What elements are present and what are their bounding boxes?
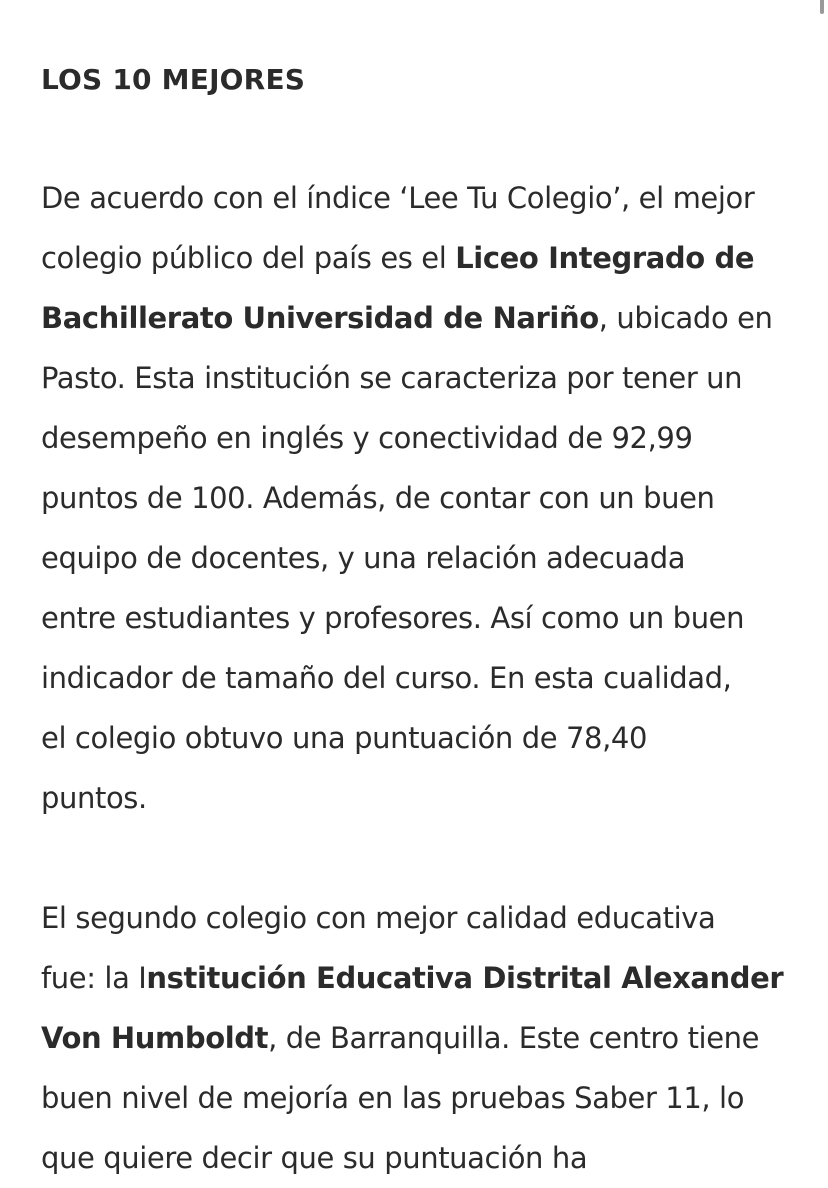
- paragraph-line: [41, 408, 801, 468]
- line-text: buen nivel de mejoría en las pruebas Saber 11, lo: [41, 1081, 745, 1115]
- paragraph-line: [41, 1068, 801, 1128]
- paragraph-line: [41, 168, 801, 228]
- paragraph-line: [41, 948, 801, 1008]
- paragraph-line: [41, 288, 801, 348]
- line-text: puntos.: [41, 781, 147, 815]
- school-name-1-part-b: Bachillerato Universidad de Nariño: [41, 301, 599, 335]
- school-name-1-part-a: Liceo Integrado de: [455, 241, 755, 275]
- line-text: puntos de 100. Además, de contar con un buen: [41, 481, 715, 515]
- line-text: el colegio obtuvo una puntuación de 78,40: [41, 721, 648, 755]
- line-text: que quiere decir que su puntuación ha: [41, 1141, 588, 1175]
- line-text: , ubicado en: [598, 301, 773, 335]
- line-text: indicador de tamaño del curso. En esta cualidad,: [41, 661, 732, 695]
- line-text: desempeño en inglés y conectividad de 92,99: [41, 421, 693, 455]
- line-text: fue: la I: [41, 961, 147, 995]
- paragraph-line: [41, 1128, 801, 1188]
- article-paragraph-2: [41, 888, 801, 1188]
- line-text: Pasto. Esta institución se caracteriza por tener un: [41, 361, 743, 395]
- paragraph-line: [41, 588, 801, 648]
- section-heading: LOS 10 MEJORES: [41, 63, 306, 96]
- paragraph-line: [41, 768, 801, 828]
- line-text: , de Barranquilla. Este centro tiene: [268, 1021, 760, 1055]
- line-text: colegio público del país es el: [41, 241, 456, 275]
- line-text: De acuerdo con el índice ‘Lee Tu Colegio’, el mejor: [41, 181, 755, 215]
- article-paragraph-1: [41, 168, 801, 828]
- school-name-2-part-a: nstitución Educativa Distrital Alexander: [146, 961, 784, 995]
- paragraph-line: [41, 888, 801, 948]
- line-text: El segundo colegio con mejor calidad educativa: [41, 901, 716, 935]
- paragraph-line: [41, 228, 801, 288]
- paragraph-line: [41, 708, 801, 768]
- paragraph-line: [41, 648, 801, 708]
- paragraph-line: [41, 468, 801, 528]
- line-text: entre estudiantes y profesores. Así como un buen: [41, 601, 745, 635]
- paragraph-line: [41, 1008, 801, 1068]
- line-text: equipo de docentes, y una relación adecuada: [41, 541, 686, 575]
- paragraph-line: [41, 528, 801, 588]
- paragraph-line: [41, 348, 801, 408]
- scroll-indicator[interactable]: [820, 0, 824, 14]
- school-name-2-part-b: Von Humboldt: [41, 1021, 269, 1055]
